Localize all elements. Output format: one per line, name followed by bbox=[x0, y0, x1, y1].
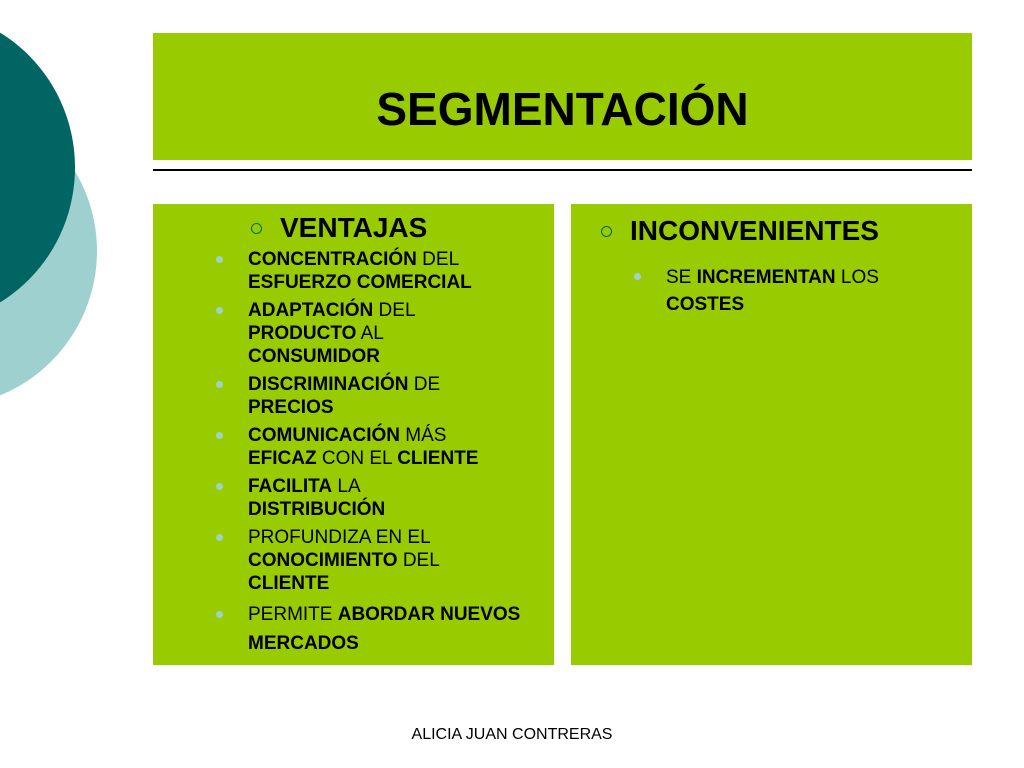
item-bold-text: CONCENTRACIÓN bbox=[248, 249, 417, 270]
title-bar bbox=[153, 33, 972, 160]
item-bold-text: DISTRIBUCIÓN bbox=[248, 499, 386, 520]
item-text: AL bbox=[356, 323, 384, 344]
item-bold-text: PRODUCTO bbox=[248, 323, 357, 344]
ventajas-list bbox=[215, 248, 551, 663]
item-bold-text: CLIENTE bbox=[397, 448, 479, 469]
item-text: DEL bbox=[397, 550, 440, 571]
filled-dot-bullet-icon bbox=[216, 534, 223, 541]
title-divider bbox=[153, 169, 972, 171]
list-item bbox=[215, 248, 551, 294]
item-bold-text: DISCRIMINACIÓN bbox=[248, 374, 409, 395]
list-item bbox=[215, 424, 551, 470]
list-item bbox=[215, 299, 551, 368]
item-text: SE bbox=[666, 267, 697, 288]
footer-author bbox=[0, 726, 1024, 744]
hollow-circle-bullet-icon bbox=[601, 226, 612, 237]
item-text: DEL bbox=[416, 249, 459, 270]
item-text: MÁS bbox=[400, 425, 447, 446]
inconvenientes-heading bbox=[601, 215, 879, 247]
item-bold-text: PRECIOS bbox=[248, 397, 334, 418]
item-bold-text: COSTES bbox=[666, 294, 745, 315]
list-item bbox=[215, 373, 551, 419]
item-text: DEL bbox=[373, 300, 416, 321]
filled-dot-bullet-icon bbox=[216, 256, 223, 263]
filled-dot-bullet-icon bbox=[216, 307, 223, 314]
item-bold-text: INCREMENTAN bbox=[696, 267, 836, 288]
inconvenientes-list bbox=[633, 264, 963, 323]
item-bold-text: CONOCIMIENTO bbox=[248, 550, 398, 571]
footer-text: ALICIA JUAN CONTRERAS bbox=[411, 726, 613, 743]
item-bold-text: CLIENTE bbox=[248, 573, 330, 594]
item-bold-text: CONSUMIDOR bbox=[248, 346, 380, 367]
item-text: DE bbox=[408, 374, 441, 395]
list-item bbox=[215, 600, 551, 658]
item-bold-text: COMUNICACIÓN bbox=[248, 425, 400, 446]
item-text: PERMITE bbox=[248, 604, 338, 625]
item-bold-text: ESFUERZO COMERCIAL bbox=[248, 272, 472, 293]
inconvenientes-heading-text: INCONVENIENTES bbox=[630, 215, 879, 246]
filled-dot-bullet-icon bbox=[216, 611, 223, 618]
ventajas-heading-text: VENTAJAS bbox=[280, 212, 428, 243]
list-item bbox=[633, 264, 963, 318]
item-bold-text: ADAPTACIÓN bbox=[248, 300, 374, 321]
filled-dot-bullet-icon bbox=[216, 381, 223, 388]
slide-title: SEGMENTACIÓN bbox=[376, 83, 749, 135]
filled-dot-bullet-icon bbox=[216, 483, 223, 490]
item-text: LOS bbox=[835, 267, 879, 288]
hollow-circle-bullet-icon bbox=[251, 223, 262, 234]
item-text: LA bbox=[332, 476, 361, 497]
filled-dot-bullet-icon bbox=[216, 432, 223, 439]
item-bold-text: EFICAZ bbox=[248, 448, 317, 469]
inconvenientes-panel bbox=[571, 204, 972, 665]
ventajas-heading bbox=[251, 212, 427, 244]
item-text: CON EL bbox=[316, 448, 398, 469]
item-bold-text: FACILITA bbox=[248, 476, 333, 497]
filled-dot-bullet-icon bbox=[634, 273, 641, 280]
item-bold-text: ABORDAR NUEVOS MERCADOS bbox=[248, 604, 521, 654]
list-item bbox=[215, 526, 551, 595]
ventajas-panel bbox=[153, 204, 554, 665]
item-text: PROFUNDIZA EN EL bbox=[248, 527, 431, 548]
list-item bbox=[215, 475, 551, 521]
